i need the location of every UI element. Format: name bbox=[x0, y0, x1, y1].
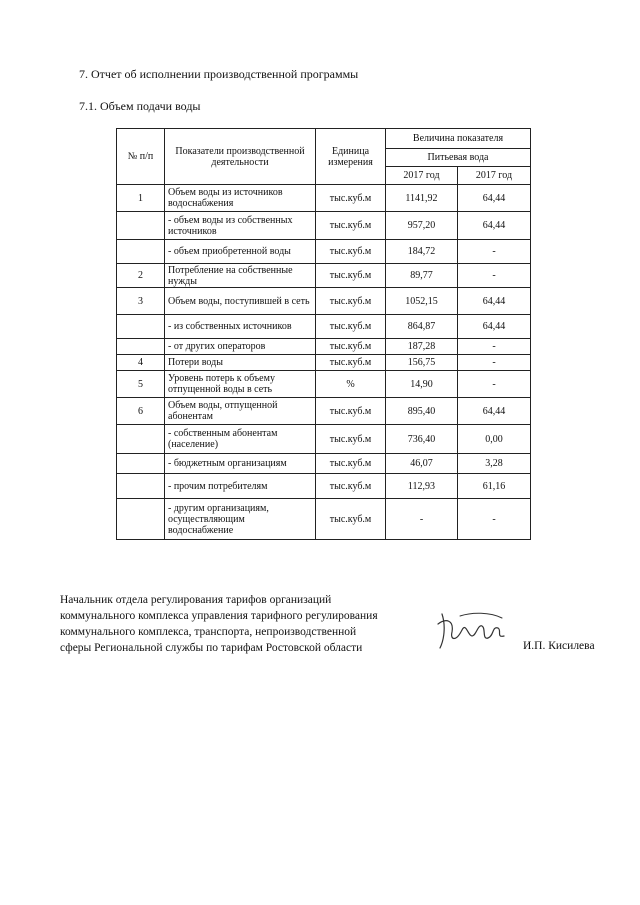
value-cell: 112,93 bbox=[386, 474, 458, 499]
unit-cell: % bbox=[316, 371, 386, 398]
row-number bbox=[117, 315, 165, 339]
unit-cell: тыс.куб.м bbox=[316, 499, 386, 540]
value-cell: 89,77 bbox=[386, 264, 458, 288]
handwritten-signature bbox=[432, 606, 512, 652]
value-cell: 46,07 bbox=[386, 454, 458, 474]
header-num: № п/п bbox=[117, 129, 165, 185]
row-number bbox=[117, 240, 165, 264]
indicator-name: Потребление на собственные нужды bbox=[165, 264, 316, 288]
table-row bbox=[117, 315, 531, 339]
signer-name: И.П. Кисилева bbox=[523, 640, 595, 652]
row-number bbox=[117, 425, 165, 454]
unit-cell: тыс.куб.м bbox=[316, 185, 386, 212]
unit-cell: тыс.куб.м bbox=[316, 264, 386, 288]
header-year-1: 2017 год bbox=[386, 167, 458, 185]
value-cell: 1052,15 bbox=[386, 288, 458, 315]
unit-cell: тыс.куб.м bbox=[316, 454, 386, 474]
table-row bbox=[117, 339, 531, 355]
indicator-name: - собственным абонентам (население) bbox=[165, 425, 316, 454]
row-number: 5 bbox=[117, 371, 165, 398]
table-row bbox=[117, 355, 531, 371]
table-row bbox=[117, 240, 531, 264]
header-indicator: Показатели производственной деятельности bbox=[165, 129, 316, 185]
water-supply-table bbox=[116, 128, 531, 540]
value-cell: - bbox=[458, 371, 531, 398]
table-row bbox=[117, 454, 531, 474]
value-cell: - bbox=[458, 339, 531, 355]
unit-cell: тыс.куб.м bbox=[316, 425, 386, 454]
value-cell: 64,44 bbox=[458, 398, 531, 425]
signatory-position-line-3: коммунального комплекса, транспорта, непроизводственной bbox=[60, 626, 357, 638]
table-row bbox=[117, 288, 531, 315]
signatory-position-line-2: коммунального комплекса управления тарифного регулирования bbox=[60, 610, 378, 622]
table-row bbox=[117, 398, 531, 425]
value-cell: 1141,92 bbox=[386, 185, 458, 212]
value-cell: - bbox=[458, 355, 531, 371]
unit-cell: тыс.куб.м bbox=[316, 212, 386, 240]
row-number bbox=[117, 212, 165, 240]
section-title: 7. Отчет об исполнении производственной программы bbox=[79, 67, 359, 81]
row-number bbox=[117, 474, 165, 499]
table-row bbox=[117, 371, 531, 398]
indicator-name: - прочим потребителям bbox=[165, 474, 316, 499]
value-cell: 14,90 bbox=[386, 371, 458, 398]
row-number bbox=[117, 339, 165, 355]
value-cell: 64,44 bbox=[458, 185, 531, 212]
row-number: 3 bbox=[117, 288, 165, 315]
value-cell: 61,16 bbox=[458, 474, 531, 499]
table-row bbox=[117, 474, 531, 499]
indicator-name: - объем приобретенной воды bbox=[165, 240, 316, 264]
value-cell: 895,40 bbox=[386, 398, 458, 425]
value-cell: 736,40 bbox=[386, 425, 458, 454]
unit-cell: тыс.куб.м bbox=[316, 288, 386, 315]
indicator-name: - объем воды из собственных источников bbox=[165, 212, 316, 240]
indicator-name: - из собственных источников bbox=[165, 315, 316, 339]
unit-cell: тыс.куб.м bbox=[316, 474, 386, 499]
indicator-name: Объем воды из источников водоснабжения bbox=[165, 185, 316, 212]
value-cell: 957,20 bbox=[386, 212, 458, 240]
row-number: 6 bbox=[117, 398, 165, 425]
value-cell: 64,44 bbox=[458, 315, 531, 339]
indicator-name: - другим организациям, осуществляющим водоснабжение bbox=[165, 499, 316, 540]
row-number: 2 bbox=[117, 264, 165, 288]
value-cell: 187,28 bbox=[386, 339, 458, 355]
header-year-2: 2017 год bbox=[458, 167, 531, 185]
table-row bbox=[117, 264, 531, 288]
row-number: 1 bbox=[117, 185, 165, 212]
signatory-position-line-1: Начальник отдела регулирования тарифов организаций bbox=[60, 594, 332, 606]
indicator-name: Объем воды, поступившей в сеть bbox=[165, 288, 316, 315]
unit-cell: тыс.куб.м bbox=[316, 355, 386, 371]
table-row bbox=[117, 212, 531, 240]
value-cell: - bbox=[458, 240, 531, 264]
value-cell: 0,00 bbox=[458, 425, 531, 454]
indicator-name: - бюджетным организациям bbox=[165, 454, 316, 474]
table-row bbox=[117, 185, 531, 212]
signatory-position-line-4: сферы Региональной службы по тарифам Ростовской области bbox=[60, 642, 363, 654]
row-number bbox=[117, 454, 165, 474]
value-cell: 864,87 bbox=[386, 315, 458, 339]
value-cell: 64,44 bbox=[458, 212, 531, 240]
section-subtitle: 7.1. Объем подачи воды bbox=[79, 99, 201, 113]
unit-cell: тыс.куб.м bbox=[316, 240, 386, 264]
unit-cell: тыс.куб.м bbox=[316, 398, 386, 425]
value-cell: - bbox=[386, 499, 458, 540]
value-cell: 156,75 bbox=[386, 355, 458, 371]
value-cell: 184,72 bbox=[386, 240, 458, 264]
signature-block bbox=[60, 592, 378, 656]
indicator-name: Объем воды, отпущенной абонентам bbox=[165, 398, 316, 425]
row-number: 4 bbox=[117, 355, 165, 371]
value-cell: - bbox=[458, 264, 531, 288]
indicator-name: Уровень потерь к объему отпущенной воды в сеть bbox=[165, 371, 316, 398]
header-drinking-water: Питьевая вода bbox=[386, 149, 531, 167]
header-value: Величина показателя bbox=[386, 129, 531, 149]
table-row bbox=[117, 499, 531, 540]
indicator-name: - от других операторов bbox=[165, 339, 316, 355]
value-cell: 64,44 bbox=[458, 288, 531, 315]
indicator-name: Потери воды bbox=[165, 355, 316, 371]
header-unit: Единица измерения bbox=[316, 129, 386, 185]
table-row bbox=[117, 425, 531, 454]
value-cell: - bbox=[458, 499, 531, 540]
value-cell: 3,28 bbox=[458, 454, 531, 474]
unit-cell: тыс.куб.м bbox=[316, 339, 386, 355]
row-number bbox=[117, 499, 165, 540]
unit-cell: тыс.куб.м bbox=[316, 315, 386, 339]
